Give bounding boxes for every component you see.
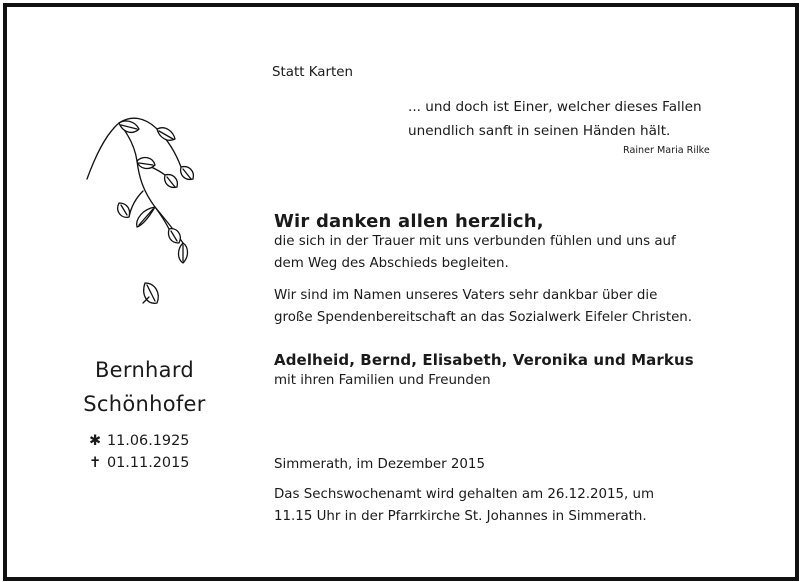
thanks-line-2: dem Weg des Abschieds begleiten. [274,256,509,271]
obituary-card [3,3,799,581]
thanks-line-3: Wir sind im Namen unseres Vaters sehr dankbar über die [274,288,658,303]
quote-line-2: unendlich sanft in seinen Händen hält. [408,123,671,139]
intro-text: Statt Karten [272,65,353,80]
quote-author: Rainer Maria Rilke [623,145,710,156]
birth-date-row [89,433,189,449]
death-date-row [89,455,189,471]
death-cross-icon: ✝ [89,455,102,471]
deceased-first-name: Bernhard [94,358,195,382]
falling-leaves-illustration [85,107,205,332]
service-line-2: 11.15 Uhr in der Pfarrkirche St. Johannes in Simmerath. [274,509,647,524]
deceased-last-name: Schönhofer [83,392,206,416]
family-subline: mit ihren Familien und Freunden [274,373,491,388]
thanks-line-1: die sich in der Trauer mit uns verbunden fühlen und uns auf [274,234,676,249]
birth-date: 11.06.1925 [107,433,190,449]
family-names: Adelheid, Bernd, Elisabeth, Veronika und Markus [274,351,694,369]
birth-star-icon: ✱ [89,433,102,449]
quote-line-1: ... und doch ist Einer, welcher dieses Fallen [408,99,702,115]
death-date: 01.11.2015 [107,455,190,471]
service-line-1: Das Sechswochenamt wird gehalten am 26.12.2015, um [274,487,655,502]
thanks-heading: Wir danken allen herzlich, [274,211,544,232]
thanks-line-4: große Spendenbereitschaft an das Sozialwerk Eifeler Christen. [274,310,693,325]
place-date: Simmerath, im Dezember 2015 [274,457,485,472]
